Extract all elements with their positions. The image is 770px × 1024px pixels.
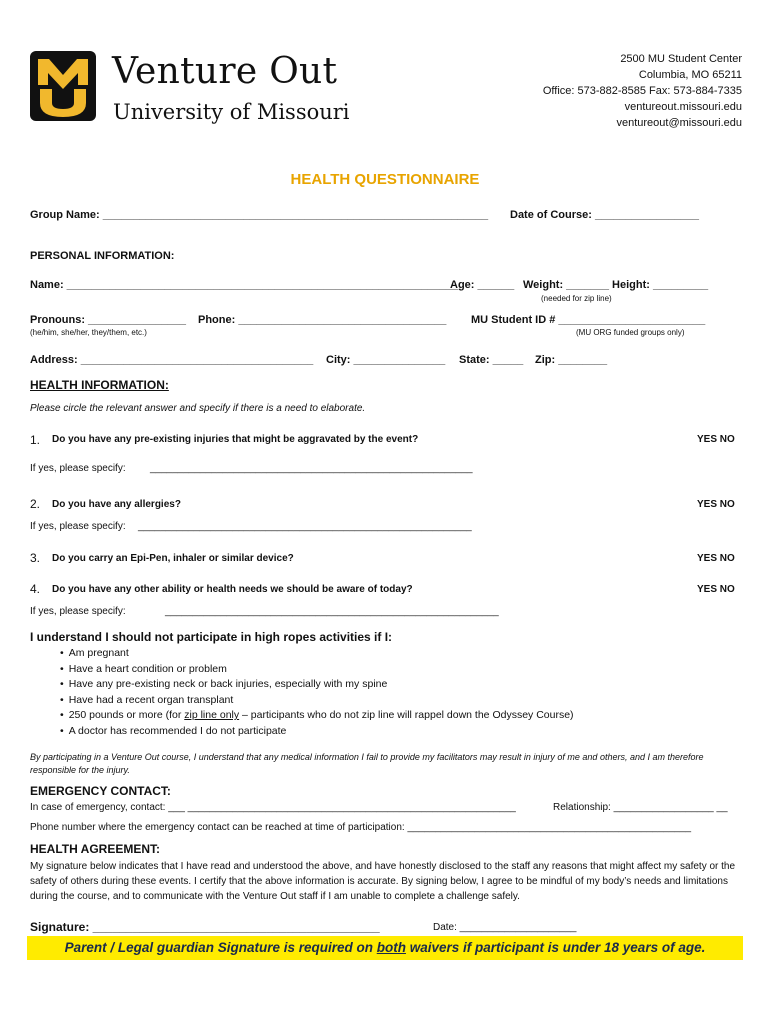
name-field[interactable]: Name: ________________________________________________________________ (30, 279, 459, 291)
phone-field[interactable]: Phone: __________________________________ (198, 314, 447, 326)
zip-field[interactable]: Zip: ________ (535, 354, 608, 366)
health-info-heading: HEALTH INFORMATION: (30, 378, 169, 392)
question-text: Do you have any other ability or health needs we should be aware of today? (52, 584, 413, 595)
pronouns-note: (he/him, she/her, they/them, etc.) (30, 328, 147, 337)
signature-date-field[interactable]: Date: _____________________ (433, 922, 577, 933)
specify-field[interactable]: ____________________________________________________________ (138, 521, 472, 532)
signature-field[interactable]: Signature: ___________________________________________ (30, 920, 380, 934)
contact-address (543, 51, 742, 131)
yes-no-options[interactable]: YES NO (697, 553, 735, 564)
liability-disclaimer: By participating in a Venture Out course, I understand that any medical information I fail to provide my facilitators may result in injury of me and others, and I am therefore responsible for the injury. (30, 752, 704, 775)
state-field[interactable]: State: _____ (459, 354, 524, 366)
specify-label: If yes, please specify: (30, 521, 126, 532)
question-number: 2. (30, 497, 41, 511)
notice-pre: Parent / Legal guardian Signature is required on (64, 940, 377, 955)
question-number: 3. (30, 551, 41, 565)
guardian-notice-banner (27, 936, 743, 960)
student-id-note: (MU ORG funded groups only) (576, 328, 685, 337)
zip-line-only: zip line only (184, 709, 240, 721)
question-number: 1. (30, 433, 41, 447)
emergency-phone-field[interactable]: Phone number where the emergency contact can be reached at time of participation: ___________________________________________________ (30, 822, 692, 833)
group-name-field[interactable]: Group Name: _______________________________________________________________ (30, 209, 489, 221)
address-line: Columbia, MO 65211 (638, 69, 742, 81)
brand-university: University of Missouri (113, 100, 350, 124)
ropes-list (60, 646, 574, 739)
question-text: Do you have any allergies? (52, 499, 181, 510)
weight-height-field[interactable]: Weight: _______ Height: _________ (523, 279, 709, 291)
mu-logo (30, 51, 96, 121)
question-text: Do you carry an Epi-Pen, inhaler or similar device? (52, 553, 294, 564)
address-field[interactable]: Address: ______________________________________ (30, 354, 314, 366)
relationship-field[interactable]: Relationship: __________________ __ (553, 802, 728, 813)
specify-label: If yes, please specify: (30, 606, 126, 617)
question-number: 4. (30, 582, 41, 596)
health-instruction: Please circle the relevant answer and specify if there is a need to elaborate. (30, 403, 366, 414)
city-field[interactable]: City: _______________ (326, 354, 446, 366)
address-line: 2500 MU Student Center (620, 53, 742, 65)
brand-name: Venture Out (112, 51, 338, 92)
specify-field[interactable]: __________________________________________________________ (150, 463, 473, 474)
date-of-course-field[interactable]: Date of Course: _________________ (510, 209, 699, 221)
ropes-heading: I understand I should not participate in high ropes activities if I: (30, 630, 393, 644)
student-id-field[interactable]: MU Student ID # ________________________ (471, 314, 706, 326)
agreement-text: My signature below indicates that I have read and understood the above, and have honestly disclosed to the staff any reasons that might affect my safety or the safety of others during these events. I certify that the above information is accurate. By signing below, I agree to be mindful of my body’s needs and limitations during the course, and to communicate with the Venture Out staff if I am unable to complete a challenge safely. (30, 861, 736, 902)
emergency-contact-field[interactable]: In case of emergency, contact: ___ ___________________________________________________________ (30, 802, 516, 813)
address-phone: Office: 573-882-8585 Fax: 573-884-7335 (542, 85, 742, 97)
weight-item-pre: 250 pounds or more (for (68, 709, 185, 721)
list-item: • A doctor has recommended I do not participate (60, 724, 574, 740)
yes-no-options[interactable]: YES NO (697, 434, 735, 445)
list-item (60, 708, 574, 724)
specify-label: If yes, please specify: (30, 463, 126, 474)
pronouns-field[interactable]: Pronouns: ________________ (30, 314, 186, 326)
notice-post: waivers if participant is under 18 years of age. (405, 940, 706, 955)
emergency-heading: EMERGENCY CONTACT: (30, 784, 171, 798)
yes-no-options[interactable]: YES NO (697, 499, 735, 510)
question-text: Do you have any pre-existing injuries that might be aggravated by the event? (52, 434, 419, 445)
age-field[interactable]: Age: ______ (450, 279, 515, 291)
list-item: • Have had a recent organ transplant (60, 693, 574, 709)
list-item: • Am pregnant (60, 646, 574, 662)
weight-item-post: – participants who do not zip line will rappel down the Odyssey Course) (239, 709, 574, 721)
specify-field[interactable]: ____________________________________________________________ (165, 606, 499, 617)
mu-logo-icon (30, 51, 96, 121)
yes-no-options[interactable]: YES NO (697, 584, 735, 595)
zip-line-note: (needed for zip line) (541, 294, 612, 303)
address-email: ventureout@missouri.edu (616, 117, 742, 129)
page-title: HEALTH QUESTIONNAIRE (290, 171, 480, 188)
list-item: • Have any pre-existing neck or back injuries, especially with my spine (60, 677, 574, 693)
list-item: • Have a heart condition or problem (60, 662, 574, 678)
notice-emphasis: both (376, 940, 406, 955)
address-website: ventureout.missouri.edu (624, 101, 742, 113)
guardian-notice-text (27, 940, 743, 955)
personal-info-heading: PERSONAL INFORMATION: (30, 250, 175, 262)
agreement-heading: HEALTH AGREEMENT: (30, 842, 160, 856)
